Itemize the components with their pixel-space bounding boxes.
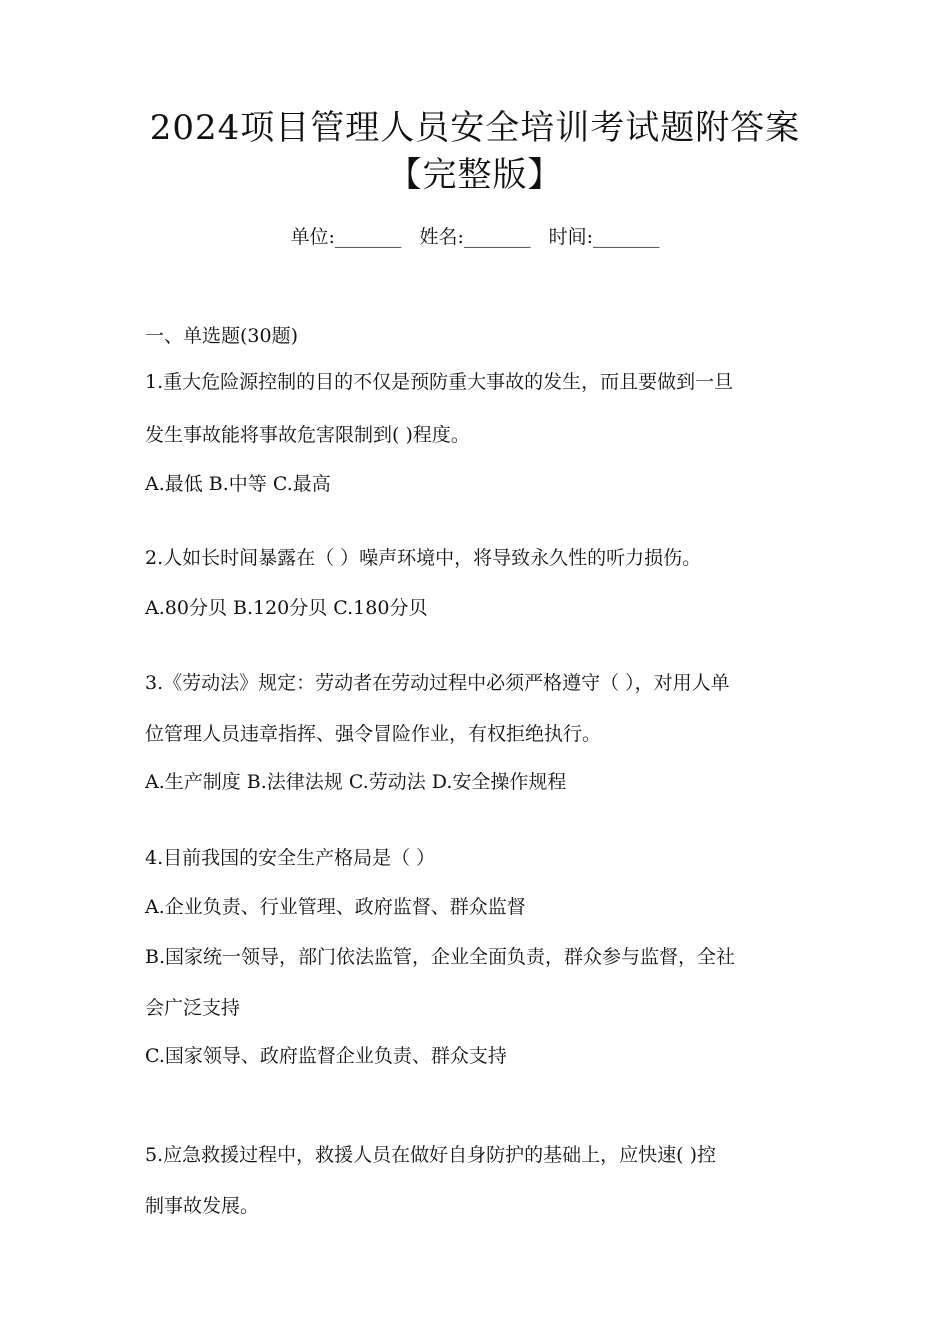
section-heading: 一、单选题(30题) — [145, 325, 299, 347]
time-field: 时间:_______ — [548, 226, 660, 248]
document-title-line-1: 2024项目管理人员安全培训考试题附答案 — [149, 108, 801, 148]
question-1-options: A.最低 B.中等 C.最高 — [145, 473, 331, 495]
document-title-line-2: 【完整版】 — [387, 155, 563, 195]
question-4-option-a: A.企业负责、行业管理、政府监督、群众监督 — [145, 896, 526, 918]
question-4-option-b-line-2: 会广泛支持 — [145, 997, 241, 1019]
question-4-text-line-1: 4.目前我国的安全生产格局是（ ） — [145, 847, 436, 869]
question-3-text-line-1: 3.《劳动法》规定：劳动者在劳动过程中必须严格遵守（ ），对用人单 — [145, 672, 730, 694]
question-3-options: A.生产制度 B.法律法规 C.劳动法 D.安全操作规程 — [145, 771, 567, 793]
header-fields — [0, 224, 950, 250]
question-4-option-b-line-1: B.国家统一领导，部门依法监管，企业全面负责，群众参与监督，全社 — [145, 946, 736, 968]
name-field: 姓名:_______ — [419, 226, 531, 248]
question-1-text-line-1: 1.重大危险源控制的目的不仅是预防重大事故的发生，而且要做到一旦 — [145, 371, 734, 393]
question-5-text-line-2: 制事故发展。 — [145, 1195, 260, 1217]
question-2-options: A.80分贝 B.120分贝 C.180分贝 — [145, 597, 428, 619]
question-1-text-line-2: 发生事故能将事故危害限制到( )程度。 — [145, 424, 470, 446]
question-3-text-line-2: 位管理人员违章指挥、强令冒险作业，有权拒绝执行。 — [145, 723, 602, 745]
question-4-option-c: C.国家领导、政府监督企业负责、群众支持 — [145, 1045, 507, 1067]
unit-field: 单位:_______ — [290, 226, 402, 248]
question-5-text-line-1: 5.应急救援过程中，救援人员在做好自身防护的基础上，应快速( )控 — [145, 1144, 716, 1166]
question-2-text-line-1: 2.人如长时间暴露在（ ）噪声环境中，将导致永久性的听力损伤。 — [145, 547, 702, 569]
